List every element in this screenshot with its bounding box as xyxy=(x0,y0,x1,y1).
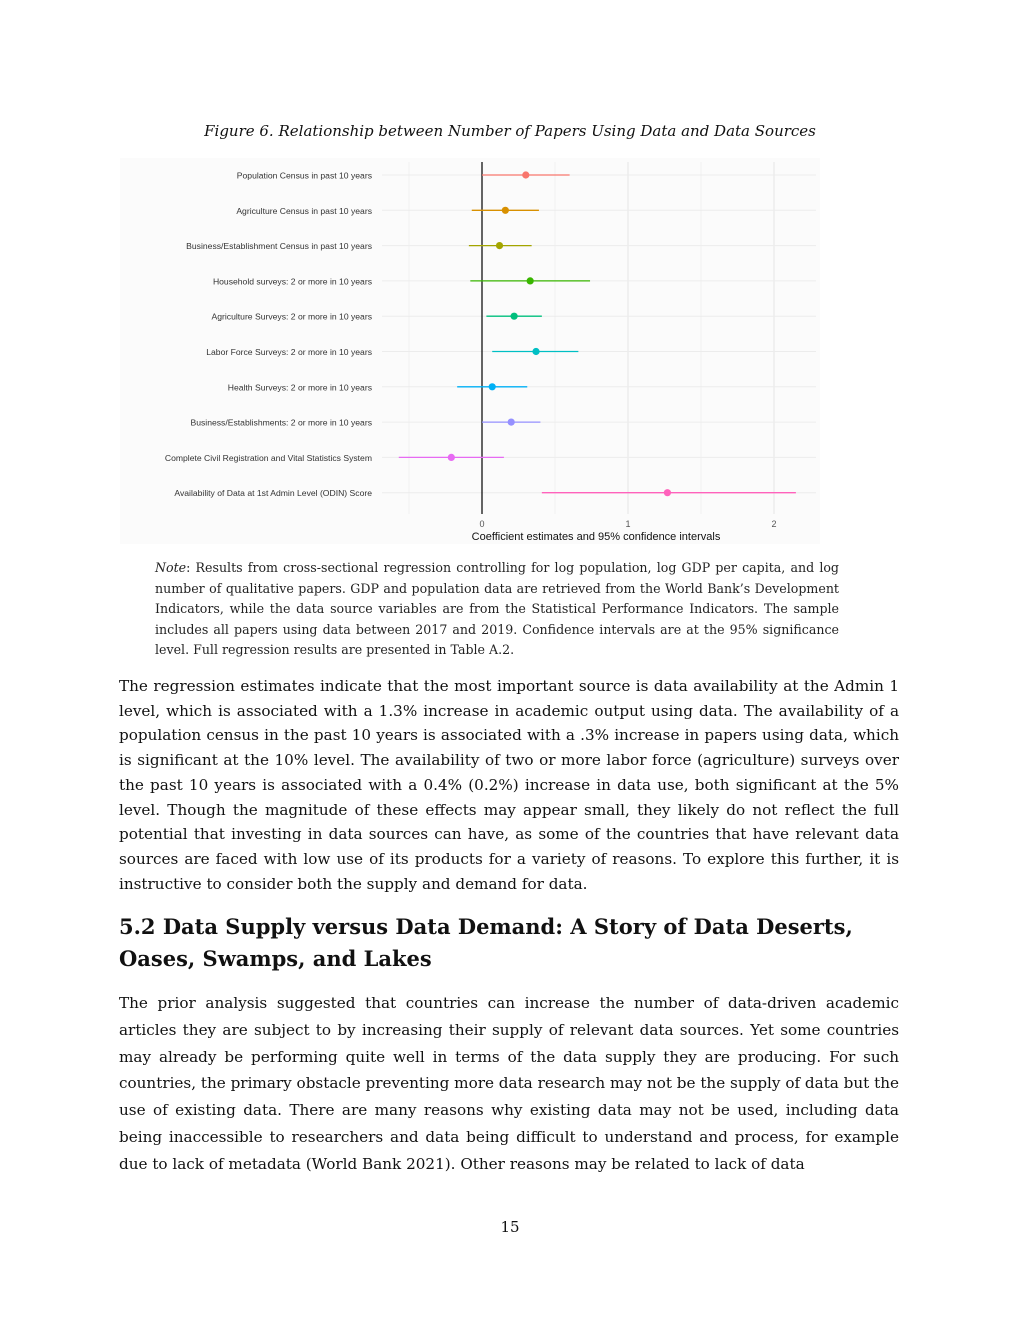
category-label: Agriculture Surveys: 2 or more in 10 years xyxy=(211,311,372,322)
category-label: Availability of Data at 1st Admin Level (ODIN) Score xyxy=(174,488,372,499)
category-label: Agriculture Census in past 10 years xyxy=(236,205,372,216)
x-axis-title: Coefficient estimates and 95% confidence intervals xyxy=(471,531,721,543)
x-tick-label: 1 xyxy=(625,519,631,529)
estimate-point xyxy=(508,419,515,426)
estimate-point xyxy=(522,171,529,178)
estimate-point xyxy=(502,207,509,214)
x-tick-label: 2 xyxy=(771,519,777,529)
category-label: Population Census in past 10 years xyxy=(236,170,372,181)
section-heading: 5.2 Data Supply versus Data Demand: A Story of Data Deserts, Oases, Swamps, and Lakes xyxy=(119,914,853,971)
estimate-point xyxy=(511,313,518,320)
chart-svg xyxy=(120,158,820,544)
x-tick-label: 0 xyxy=(479,519,485,529)
estimate-point xyxy=(664,489,671,496)
note-text: : Results from cross-sectional regression controlling for log population, log GDP per capita, and log number of qualitative papers. GDP and population data are retrieved from the World Bank’s Development Indicators, while the data source variables are from the Statistical Performance Indicators. The sample includes all papers using data between 2017 and 2019. Confidence intervals are at the 95% significance level. Full regression results are presented in Table A.2. xyxy=(155,560,839,657)
coefficient-chart xyxy=(120,158,820,544)
category-label: Health Surveys: 2 or more in 10 years xyxy=(227,382,372,393)
page-number: 15 xyxy=(500,1218,520,1236)
estimate-point xyxy=(527,277,534,284)
category-label: Labor Force Surveys: 2 or more in 10 years xyxy=(206,347,372,357)
estimate-point xyxy=(448,454,455,461)
note-label: Note xyxy=(155,560,187,575)
estimate-point xyxy=(532,348,539,355)
category-label: Business/Establishments: 2 or more in 10 years xyxy=(190,417,372,428)
category-label: Household surveys: 2 or more in 10 years xyxy=(212,276,372,287)
body-paragraph-1: The regression estimates indicate that the most important source is data availability at the Admin 1 level, which is associated with a 1.3% increase in academic output using data. The availability of a population census in the past 10 years is associated with a .3% increase in papers using data, which is significant at the 10% level. The availability of two or more labor force (agriculture) surveys over the past 10 years is associated with a 0.4% (0.2%) increase in data use, both significant at the 5% level. Though the magnitude of these effects may appear small, they likely do not reflect the full potential that investing in data sources can have, as some of the countries that have relevant data sources are faced with low use of its products for a variety of reasons. To explore this further, it is instructive to consider both the supply and demand for data. xyxy=(119,677,899,893)
figure-note xyxy=(155,558,839,661)
category-label: Business/Establishment Census in past 10 years xyxy=(186,241,372,252)
body-paragraph-2: The prior analysis suggested that countries can increase the number of data-driven academic articles they are subject to by increasing their supply of relevant data sources. Yet some countries may already be performing quite well in terms of the data supply they are producing. For such countries, the primary obstacle preventing more data research may not be the supply of data but the use of existing data. There are many reasons why existing data may not be used, including data being inaccessible to researchers and data being difficult to understand and process, for example due to lack of metadata (World Bank 2021). Other reasons may be related to lack of data xyxy=(119,994,899,1173)
category-label: Complete Civil Registration and Vital Statistics System xyxy=(164,452,372,463)
figure-title: Figure 6. Relationship between Number of Papers Using Data and Data Sources xyxy=(204,122,816,140)
estimate-point xyxy=(489,383,496,390)
estimate-point xyxy=(496,242,503,249)
